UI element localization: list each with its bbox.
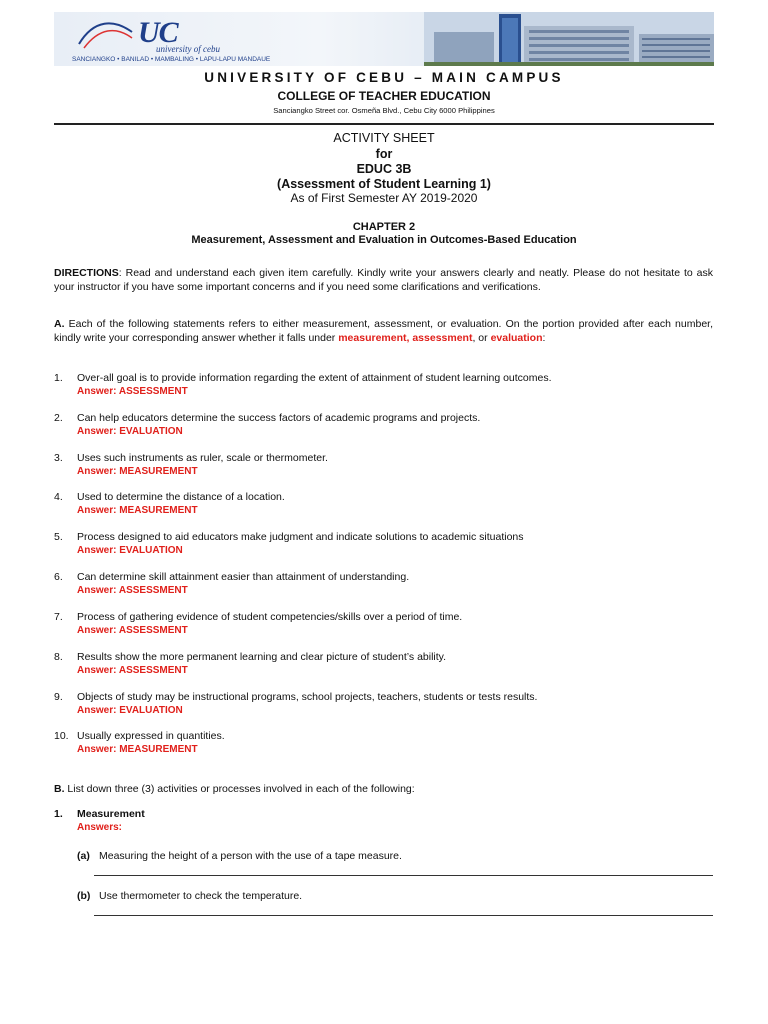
part-a-instructions bbox=[54, 318, 713, 345]
question-text: Process designed to aid educators make judgment and indicate solutions to academic situations bbox=[77, 531, 524, 543]
highlight-measurement-assessment: measurement, assessment bbox=[338, 331, 473, 344]
question-number: 5. bbox=[54, 531, 63, 543]
part-b-instructions bbox=[54, 783, 713, 797]
directions-label: DIRECTIONS bbox=[54, 267, 119, 279]
answer-text: Answer: EVALUATION bbox=[77, 545, 183, 556]
semester: As of First Semester AY 2019-2020 bbox=[290, 191, 478, 205]
directions-text: : Read and understand each given item carefully. Kindly write your answers clearly and neatly. Please do not hesitate to ask your instructor if you have some important concerns and if you need some clarifications and verifications. bbox=[54, 267, 713, 293]
university-logo bbox=[72, 14, 302, 66]
title-for: for bbox=[375, 147, 393, 161]
directions bbox=[54, 267, 713, 294]
question-number: 3. bbox=[54, 452, 63, 464]
part-b-label: B. bbox=[54, 783, 65, 795]
subitem-label: (b) bbox=[77, 890, 91, 902]
university-title: UNIVERSITY OF CEBU – MAIN CAMPUS bbox=[204, 70, 564, 85]
answer-text: Answer: ASSESSMENT bbox=[77, 585, 188, 596]
question-text: Can help educators determine the success factors of academic programs and projects. bbox=[77, 412, 481, 424]
chapter-title: Measurement, Assessment and Evaluation in Outcomes-Based Education bbox=[191, 234, 577, 246]
subitem-text: Use thermometer to check the temperature. bbox=[99, 890, 303, 902]
answer-text: Answer: EVALUATION bbox=[77, 426, 183, 437]
answers-label: Answers: bbox=[77, 822, 123, 833]
address: Sanciangko Street cor. Osmeña Blvd., Cebu City 6000 Philippines bbox=[273, 106, 495, 115]
question-number: 1. bbox=[54, 372, 63, 384]
question-text: Process of gathering evidence of student competencies/skills over a period of time. bbox=[77, 611, 463, 623]
answer-text: Answer: MEASUREMENT bbox=[77, 505, 198, 516]
question-text: Usually expressed in quantities. bbox=[77, 730, 225, 742]
part-b-text: List down three (3) activities or processes involved in each of the following: bbox=[64, 783, 415, 795]
header-banner bbox=[54, 12, 714, 66]
college-name: COLLEGE OF TEACHER EDUCATION bbox=[277, 89, 491, 103]
course-code: EDUC 3B bbox=[356, 162, 412, 176]
question-text: Uses such instruments as ruler, scale or thermometer. bbox=[77, 452, 328, 464]
subitem-text: Measuring the height of a person with the use of a tape measure. bbox=[99, 850, 402, 862]
highlight-evaluation: evaluation bbox=[490, 331, 543, 344]
logo-text: UC bbox=[138, 16, 178, 49]
subitem-label: (a) bbox=[77, 850, 90, 862]
logo-subtext: university of cebu bbox=[156, 44, 220, 54]
header-divider bbox=[54, 123, 714, 125]
question-number: 9. bbox=[54, 691, 63, 703]
question-text: Objects of study may be instructional programs, school projects, teachers, students or tests results. bbox=[77, 691, 538, 703]
answer-line bbox=[94, 915, 713, 916]
part-a-label: A. bbox=[54, 318, 65, 330]
part-a-text: Each of the following statements refers to either measurement, assessment, or evaluation. On the portion provided after each number, kindly write your corresponding answer whether it falls under bbox=[54, 318, 713, 344]
question-number: 6. bbox=[54, 571, 63, 583]
section-title: Measurement bbox=[77, 808, 145, 820]
chapter-number: CHAPTER 2 bbox=[352, 221, 416, 233]
question-text: Over-all goal is to provide information regarding the extent of attainment of student learning outcomes. bbox=[77, 372, 552, 384]
answer-text: Answer: EVALUATION bbox=[77, 705, 183, 716]
question-text: Can determine skill attainment easier than attainment of understanding. bbox=[77, 571, 410, 583]
part-a-text-2: , or bbox=[472, 331, 491, 344]
section-number: 1. bbox=[54, 808, 63, 820]
course-title: (Assessment of Student Learning 1) bbox=[277, 177, 491, 191]
question-number: 2. bbox=[54, 412, 63, 424]
question-number: 8. bbox=[54, 651, 63, 663]
answer-line bbox=[94, 875, 713, 876]
activity-sheet-title: ACTIVITY SHEET bbox=[333, 131, 435, 145]
question-number: 7. bbox=[54, 611, 63, 623]
answer-text: Answer: ASSESSMENT bbox=[77, 665, 188, 676]
question-text: Results show the more permanent learning and clear picture of student’s ability. bbox=[77, 651, 447, 663]
campus-building-image bbox=[424, 12, 714, 66]
answer-text: Answer: ASSESSMENT bbox=[77, 386, 188, 397]
part-a-text-3: : bbox=[542, 331, 546, 344]
logo-tagline: SANCIANGKO • BANILAD • MAMBALING • LAPU-LAPU MANDAUE bbox=[72, 56, 271, 63]
answer-text: Answer: ASSESSMENT bbox=[77, 625, 188, 636]
answer-text: Answer: MEASUREMENT bbox=[77, 466, 198, 477]
answer-text: Answer: MEASUREMENT bbox=[77, 744, 198, 755]
question-number: 10. bbox=[54, 730, 69, 742]
logo-swirl-icon bbox=[74, 14, 134, 54]
question-text: Used to determine the distance of a location. bbox=[77, 491, 285, 503]
question-number: 4. bbox=[54, 491, 63, 503]
